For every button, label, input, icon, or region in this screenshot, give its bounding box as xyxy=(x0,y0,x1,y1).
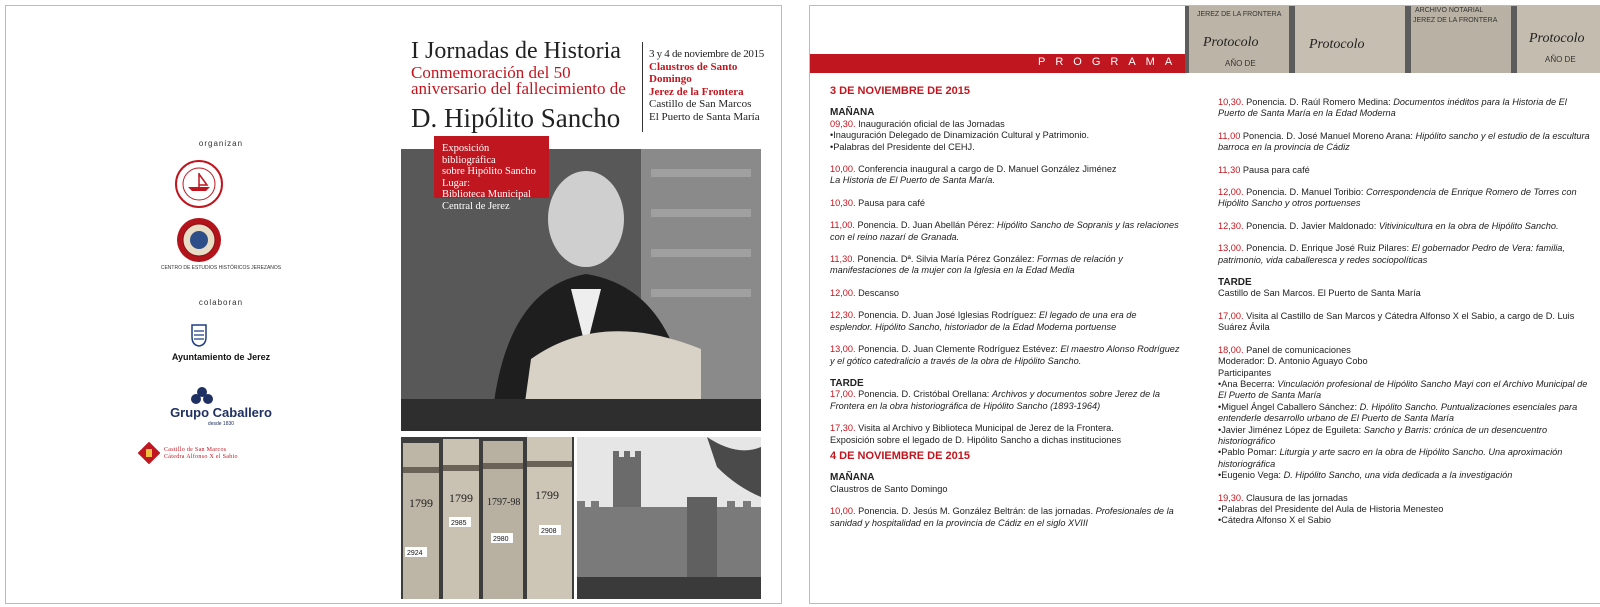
session-text: Ponencia. D. Juan Abellán Pérez: xyxy=(857,220,995,231)
cehj-caption: CENTRO DE ESTUDIOS HISTÓRICOS JEREZANOS xyxy=(160,265,282,271)
brochure-cover xyxy=(5,5,782,604)
participant-item: •Javier Jiménez López de Eguileta: Sancho y Barris: crónica de un desencuentro historiográfico xyxy=(1218,424,1548,446)
event-venue-4: Castillo de San Marcos xyxy=(649,98,752,110)
book-label-2: 1799 xyxy=(449,491,473,505)
session-text: Clausura de las jornadas xyxy=(1246,492,1348,503)
exposition-box xyxy=(434,136,549,212)
date-nov-4: 4 DE NOVIEMBRE DE 2015 xyxy=(830,449,970,462)
session-text: Visita al Archivo y Biblioteca Municipal de Jerez de la Frontera. xyxy=(858,423,1114,434)
banner-ano-2: AÑO DE xyxy=(1545,55,1576,64)
session-title: El legado de una era de esplendor. Hipólito Sancho, historiador de la Edad Moderna portuense xyxy=(830,310,1137,332)
programa-label: PROGRAMA xyxy=(1038,56,1183,68)
event-venue-1: Claustros de Santo xyxy=(649,60,738,73)
time: 12,30. xyxy=(830,310,856,321)
time: 10,30. xyxy=(1218,97,1244,107)
session-text: Ponencia. D. Raúl Romero Medina: xyxy=(1246,97,1391,107)
session-title: Vitivinicultura en la obra de Hipólito Sancho. xyxy=(1378,220,1559,231)
session-text: Ponencia. D. Cristóbal Orellana: xyxy=(858,389,990,400)
session-text: Ponencia. D. Manuel Toribio: xyxy=(1246,187,1364,198)
session-title: Correspondencia de Enrique Romero de Torres con Hipólito Sancho y otros portuenses xyxy=(1218,187,1577,209)
session-1000-b xyxy=(830,506,1180,529)
time: 13,00. xyxy=(830,344,856,355)
place-santo-domingo: Claustros de Santo Domingo xyxy=(830,483,948,494)
title-main: I Jornadas de Historia xyxy=(411,38,621,64)
session-text: Exposición sobre el legado de D. Hipólito Sancho a dichas instituciones xyxy=(830,434,1122,445)
session-1700-b xyxy=(1218,311,1593,334)
book-tag-1: 2985 xyxy=(451,520,467,527)
time: 12,30. xyxy=(1218,220,1244,231)
expo-line1: Exposición bibliográfica xyxy=(442,143,496,166)
time: 13,00. xyxy=(1218,243,1244,254)
session-1030-b xyxy=(1218,97,1593,120)
session-1100-b xyxy=(1218,131,1593,154)
session-1300 xyxy=(830,344,1180,367)
book-tag-3: 2908 xyxy=(541,528,557,535)
grupo-caballero-since: desde 1830 xyxy=(207,421,235,427)
session-1030 xyxy=(830,198,1180,209)
banner-label-3: JEREZ DE LA FRONTERA xyxy=(1413,17,1498,24)
session-1200 xyxy=(830,288,1180,299)
organizan-label: organizan xyxy=(198,139,244,148)
session-1000 xyxy=(830,164,1180,187)
session-1230 xyxy=(830,310,1180,333)
time: 18,00. xyxy=(1218,344,1244,355)
section-tarde-1: TARDE xyxy=(830,377,864,389)
section-manana-2: MAÑANA xyxy=(830,472,875,484)
expo-line3: Lugar: xyxy=(442,177,470,189)
program-column-2 xyxy=(1218,97,1593,538)
event-venue-3: Jerez de la Frontera xyxy=(649,85,744,98)
title-name: D. Hipólito Sancho xyxy=(411,103,621,133)
participant-item: •Miguel Ángel Caballero Sánchez: D. Hipólito Sancho. Puntualizaciones esenciales para entenderle desarrollo urbano de El Puerto de Santa María xyxy=(1218,401,1578,424)
ayuntamiento-label: Ayuntamiento de Jerez xyxy=(171,352,271,362)
session-1800 xyxy=(1218,345,1593,482)
title-divider xyxy=(642,42,643,132)
session-title: Hipólito Sancho de Sopranis y las relaciones con el reino nazarí de Granada. xyxy=(830,220,1179,242)
event-date: 3 y 4 de noviembre de 2015 xyxy=(649,48,765,60)
book-tag-2: 2980 xyxy=(493,536,509,543)
session-1130-b xyxy=(1218,165,1593,176)
banner-label-2: ARCHIVO NOTARIAL xyxy=(1415,7,1484,14)
participant-item: •Ana Becerra: Vinculación profesional de Hipólito Sancho Mayi con el Archivo Municipal de El Puerto de Santa María xyxy=(1218,378,1588,401)
session-text: Ponencia. D. Juan José Iglesias Rodríguez: xyxy=(858,310,1037,321)
brochure-program xyxy=(809,5,1600,604)
time: 17,30. xyxy=(830,423,856,434)
event-info xyxy=(649,48,774,123)
section-tarde-2: TARDE xyxy=(1218,277,1252,289)
session-text: Ponencia. D. Juan Clemente Rodríguez Estévez: xyxy=(858,344,1058,355)
session-title: Documentos inéditos para la Historia de El Puerto de Santa María en la Edad Moderna xyxy=(1218,97,1567,119)
time: 11,30 xyxy=(1218,164,1241,175)
castillo-label xyxy=(164,447,238,461)
books-photo xyxy=(401,437,574,599)
book-tag-4: 2924 xyxy=(407,550,423,557)
session-text: Conferencia inaugural a cargo de D. Manuel González Jiménez xyxy=(858,164,1117,175)
session-1200-b xyxy=(1218,187,1593,210)
academia-seal-icon xyxy=(174,159,224,209)
session-1930 xyxy=(1218,493,1593,527)
book-label-3: 1797-98 xyxy=(487,497,521,508)
event-venue-2: Domingo xyxy=(649,73,692,85)
time: 10,00. xyxy=(830,506,856,517)
session-text: •Palabras del Presidente del CEHJ. xyxy=(830,141,975,152)
banner-protocolo-2: Protocolo xyxy=(1309,37,1365,52)
protocolo-illustration xyxy=(1185,6,1600,73)
time: 09,30. xyxy=(830,118,856,129)
cehj-seal-icon xyxy=(176,217,222,263)
castle-photo xyxy=(577,437,761,599)
participant-item: •Pablo Pomar: Liturgia y arte sacro en la obra de Hipólito Sancho. Una aproximación historiográfica xyxy=(1218,447,1563,469)
time: 12,00. xyxy=(830,287,856,298)
session-1730 xyxy=(830,423,1180,446)
section-manana-1: MAÑANA xyxy=(830,107,875,119)
colaboran-label: colaboran xyxy=(198,298,244,307)
castle-illustration xyxy=(577,437,761,599)
moderador: Moderador: D. Antonio Aguayo Cobo xyxy=(1218,356,1368,367)
session-text: •Inauguración Delegado de Dinamización Cultural y Patrimonio. xyxy=(830,130,1090,141)
session-1700 xyxy=(830,389,1180,412)
castillo-line2: Cátedra Alfonso X el Sabio xyxy=(164,454,238,460)
castillo-line1: Castillo de San Marcos xyxy=(164,447,227,453)
session-title: Archivos y documentos sobre Jerez de la Frontera en la obra historiográfica de Hipólito Sancho (1893-1964) xyxy=(830,389,1160,411)
session-title: Profesionales de la sanidad y hospitalidad en la provincia de Cádiz en el siglo XVIII xyxy=(830,506,1174,528)
session-text: Ponencia. D. Javier Maldonado: xyxy=(1246,220,1377,231)
session-title: Formas de relación y manifestaciones de la mujer con la Iglesia en la Edad Media xyxy=(830,254,1123,276)
time: 10,00. xyxy=(830,164,856,175)
session-text: Inauguración oficial de las Jornadas xyxy=(858,118,1005,129)
time: 10,30. xyxy=(830,197,856,208)
time: 19,30. xyxy=(1218,492,1244,503)
expo-line4: Biblioteca Municipal xyxy=(442,189,531,200)
event-venue-5: El Puerto de Santa María xyxy=(649,110,760,123)
session-text: Ponencia. Dª. Silvia María Pérez González: xyxy=(857,254,1035,265)
session-title: La Historia de El Puerto de Santa María. xyxy=(830,175,995,186)
grupo-caballero-logo-icon xyxy=(189,386,215,406)
session-title: El gobernador Pedro de Vera: familia, patrimonio, vida caballeresca y redes sociopolíticas xyxy=(1218,243,1565,265)
session-text: Panel de comunicaciones xyxy=(1246,344,1351,355)
ayuntamiento-shield-icon xyxy=(191,323,207,347)
session-text: Ponencia. D. Enrique José Ruiz Pilares: xyxy=(1246,243,1410,254)
time: 17,00. xyxy=(1218,310,1244,321)
session-text: Ponencia. D. José Manuel Moreno Arana: xyxy=(1242,130,1413,141)
session-1230-b xyxy=(1218,221,1593,232)
banner-protocolo-1: Protocolo xyxy=(1203,35,1259,50)
closing-item: •Palabras del Presidente del Aula de Historia Menesteo xyxy=(1218,503,1444,514)
book-label-4: 1799 xyxy=(535,488,559,502)
session-text: Descanso xyxy=(858,287,899,298)
castillo-emblem-icon xyxy=(138,442,160,464)
session-text: Pausa para café xyxy=(1242,164,1310,175)
session-0930 xyxy=(830,119,1180,153)
book-label-1: 1799 xyxy=(409,496,433,510)
participantes-label: Participantes xyxy=(1218,367,1272,378)
session-1300-b xyxy=(1218,243,1593,266)
time: 12,00. xyxy=(1218,187,1244,198)
session-text: Ponencia. D. Jesús M. González Beltrán: de las jornadas. xyxy=(858,506,1094,517)
protocolo-banner-photo xyxy=(1185,6,1600,73)
title-subtitle: Conmemoración del 50 aniversario del fallecimiento de xyxy=(411,63,626,98)
session-text: Visita al Castillo de San Marcos y Cátedra Alfonso X el Sabio, a cargo de D. Luis Suárez Ávila xyxy=(1218,310,1575,333)
place-castillo: Castillo de San Marcos. El Puerto de Santa María xyxy=(1218,288,1421,299)
session-title: Hipólito sancho y el estudio de la escultura barroca en la provincia de Cádiz xyxy=(1218,130,1590,153)
books-illustration xyxy=(401,437,574,599)
time: 11,00 xyxy=(1218,130,1241,141)
time: 17,00. xyxy=(830,389,856,400)
banner-ano-1: AÑO DE xyxy=(1225,59,1256,68)
time: 11,00. xyxy=(830,220,855,231)
session-text: Pausa para café xyxy=(858,197,926,208)
session-1130 xyxy=(830,254,1180,277)
program-column-1 xyxy=(830,86,1180,540)
session-title: El maestro Alonso Rodríguez y el gótico catedralicio a través de la obra de Hipólito Sancho. xyxy=(830,344,1180,366)
session-1100 xyxy=(830,220,1180,243)
participant-item: •Eugenio Vega: D. Hipólito Sancho, una vida dedicada a la investigación xyxy=(1218,470,1513,481)
time: 11,30. xyxy=(830,254,855,265)
grupo-caballero-label: Grupo Caballero xyxy=(170,405,272,420)
expo-line5: Central de Jerez xyxy=(442,200,510,212)
banner-label-1: JEREZ DE LA FRONTERA xyxy=(1197,11,1282,18)
expo-line2: sobre Hipólito Sancho xyxy=(442,166,536,177)
closing-item: •Cátedra Alfonso X el Sabio xyxy=(1218,515,1332,526)
date-nov-3: 3 DE NOVIEMBRE DE 2015 xyxy=(830,85,970,97)
banner-protocolo-3: Protocolo xyxy=(1529,31,1585,46)
